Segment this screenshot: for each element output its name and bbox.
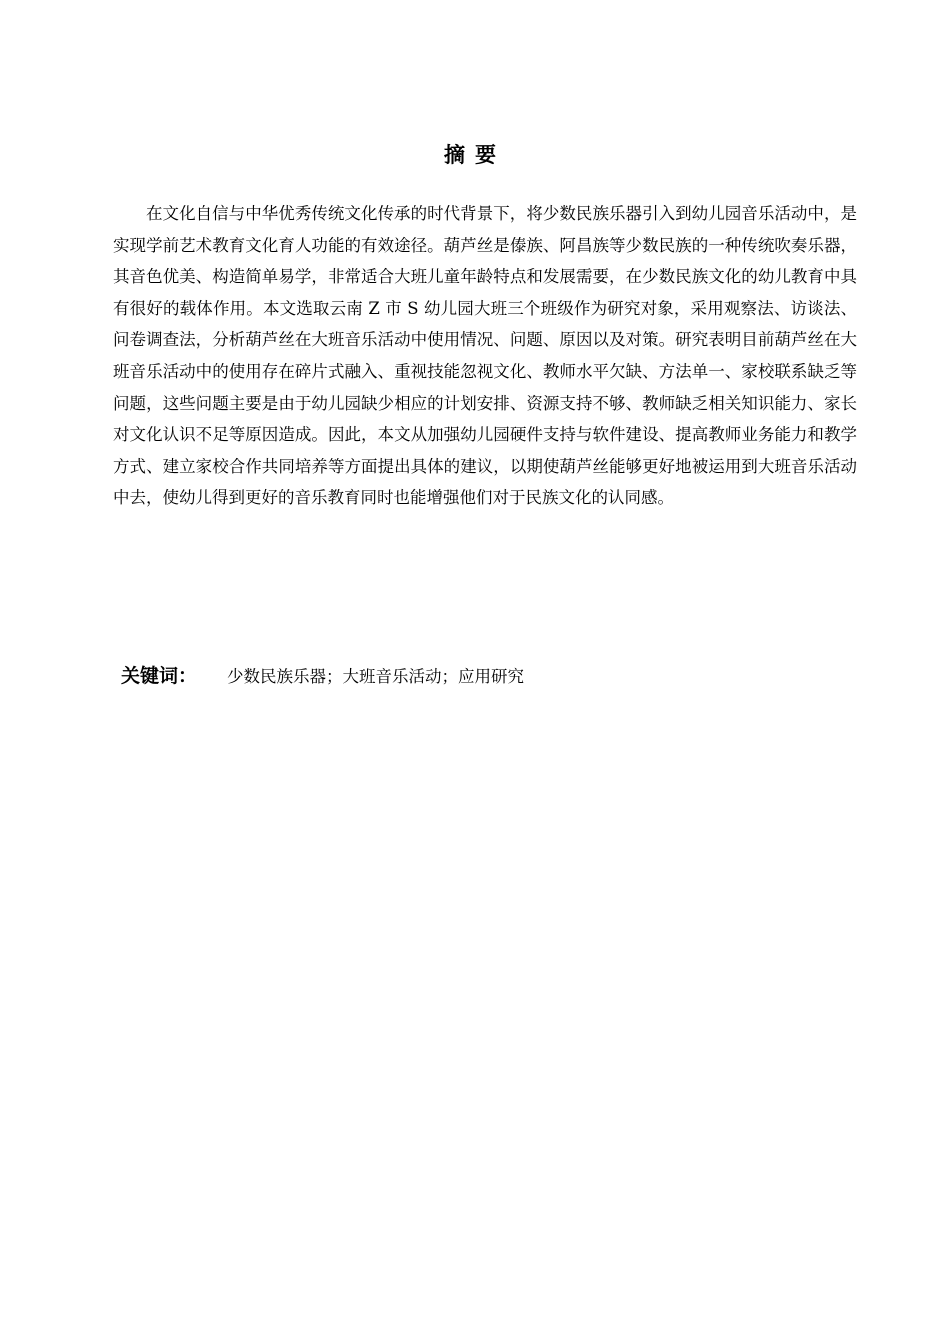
abstract-body: 在文化自信与中华优秀传统文化传承的时代背景下，将少数民族乐器引入到幼儿园音乐活动中，是实现学前艺术教育文化育人功能的有效途径。葫芦丝是傣族、阿昌族等少数民族的一种传统吹奏乐器，其音色优美、构造简单易学，非常适合大班儿童年龄特点和发展需要，在少数民族文化的幼儿教育中具有很好的载体作用。本文选取云南 Z 市 S 幼儿园大班三个班级作为研究对象，采用观察法、访谈法、问卷调查法，分析葫芦丝在大班音乐活动中使用情况、问题、原因以及对策。研究表明目前葫芦丝在大班音乐活动中的使用存在碎片式融入、重视技能忽视文化、教师水平欠缺、方法单一、家校联系缺乏等问题，这些问题主要是由于幼儿园缺少相应的计划安排、资源支持不够、教师缺乏相关知识能力、家长对文化认识不足等原因造成。因此，本文从加强幼儿园硬件支持与软件建设、提高教师业务能力和教学方式、建立家校合作共同培养等方面提出具体的建议，以期使葫芦丝能够更好地被运用到大班音乐活动中去，使幼儿得到更好的音乐教育同时也能增强他们对于民族文化的认同感。 bbox=[113, 204, 857, 508]
keywords-line bbox=[121, 661, 841, 692]
keywords-values: 少数民族乐器；大班音乐活动；应用研究 bbox=[227, 667, 525, 686]
keywords-label: 关键词： bbox=[121, 665, 198, 687]
abstract-title: 摘要 bbox=[444, 143, 506, 167]
